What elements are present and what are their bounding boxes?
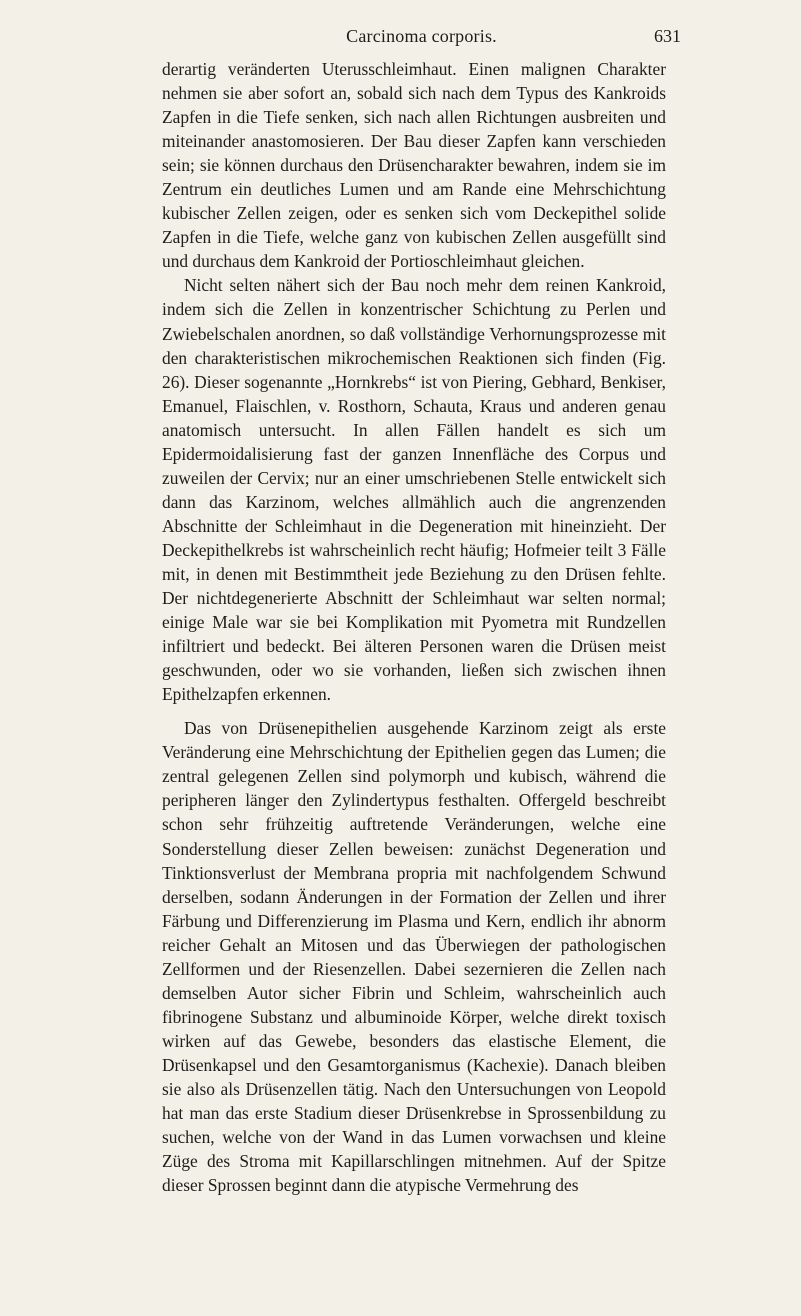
page-number: 631 [654, 26, 681, 46]
running-title: Carcinoma corporis. [346, 26, 497, 46]
paragraph: Nicht selten nähert sich der Bau noch mehr dem reinen Kankroid, indem sich die Zellen in konzentrischer Schichtung zu Perlen und Zwiebelschalen anordnen, so daß vollständige Verhornungsprozesse mit den charakteristischen mikrochemischen Reaktionen sich finden (Fig. 26). Dieser sogenannte „Hornkrebs“ ist von Piering, Gebhard, Benkiser, Emanuel, Flaischlen, v. Rosthorn, Schauta, Kraus und anderen genau anatomisch untersucht. In allen Fällen handelt es sich um Epidermoidalisierung fast der ganzen Innenfläche des Corpus und zuweilen der Cervix; nur an einer umschriebenen Stelle entwickelt sich dann das Karzinom, welches allmählich auch die angrenzenden Abschnitte der Schleimhaut in die Degeneration mit hineinzieht. Der Deckepithelkrebs ist wahrscheinlich recht häufig; Hofmeier teilt 3 Fälle mit, in denen mit Bestimmtheit jede Beziehung zu den Drüsen fehlte. Der nichtdegenerierte Abschnitt der Schleimhaut war selten normal; einige Male war sie bei Komplikation mit Pyometra mit Rundzellen infiltriert und bedeckt. Bei älteren Personen waren die Drüsen meist geschwunden, oder wo sie vorhanden, ließen sich zwischen ihnen Epithelzapfen erkennen. [162, 275, 666, 705]
paragraph: Das von Drüsenepithelien ausgehende Karzinom zeigt als erste Veränderung eine Mehrschichtung der Epithelien gegen das Lumen; die zentral gelegenen Zellen sind polymorph und kubisch, während die peripheren länger den Zylindertypus festhalten. Offergeld beschreibt schon sehr frühzeitig auftretende Veränderungen, welche eine Sonderstellung dieser Zellen beweisen: zunächst Degeneration und Tinktionsverlust der Membrana propria mit nachfolgendem Schwund derselben, sodann Änderungen in der Formation der Zellen und ihrer Färbung und Differenzierung im Plasma und Kern, endlich ihr abnorm reicher Gehalt an Mitosen und das Überwiegen der pathologischen Zellformen und der Riesenzellen. Dabei sezernieren die Zellen nach demselben Autor sicher Fibrin und Schleim, wahrscheinlich auch fibrinogene Substanz und albuminoide Körper, welche direkt toxisch wirken auf das Gewebe, besonders das elastische Element, die Drüsenkapsel und den Gesamtorganismus (Kachexie). Danach bleiben sie also als Drüsenzellen tätig. Nach den Untersuchungen von Leopold hat man das erste Stadium dieser Drüsenkrebse in Sprossenbildung zu suchen, welche von der Wand in das Lumen vorwachsen und kleine Züge des Stroma mit Kapillarschlingen mitnehmen. Auf der Spitze dieser Sprossen beginnt dann die atypische Vermehrung des [162, 718, 666, 1196]
paragraph: derartig veränderten Uterusschleimhaut. Einen malignen Charakter nehmen sie aber sofort an, sobald sich nach dem Typus des Kankroids Zapfen in die Tiefe senken, sich nach allen Richtungen ausbreiten und miteinander anastomosieren. Der Bau dieser Zapfen kann verschieden sein; sie können durchaus den Drüsencharakter bewahren, indem sie im Zentrum ein deutliches Lumen und am Rande eine Mehrschichtung kubischer Zellen zeigen, oder es senken sich vom Deckepithel solide Zapfen in die Tiefe, welche ganz von kubischen Zellen ausgefüllt sind und durchaus dem Kankroid der Portioschleimhaut gleichen. [162, 59, 666, 272]
running-header [162, 26, 681, 50]
body-text [162, 57, 666, 1197]
